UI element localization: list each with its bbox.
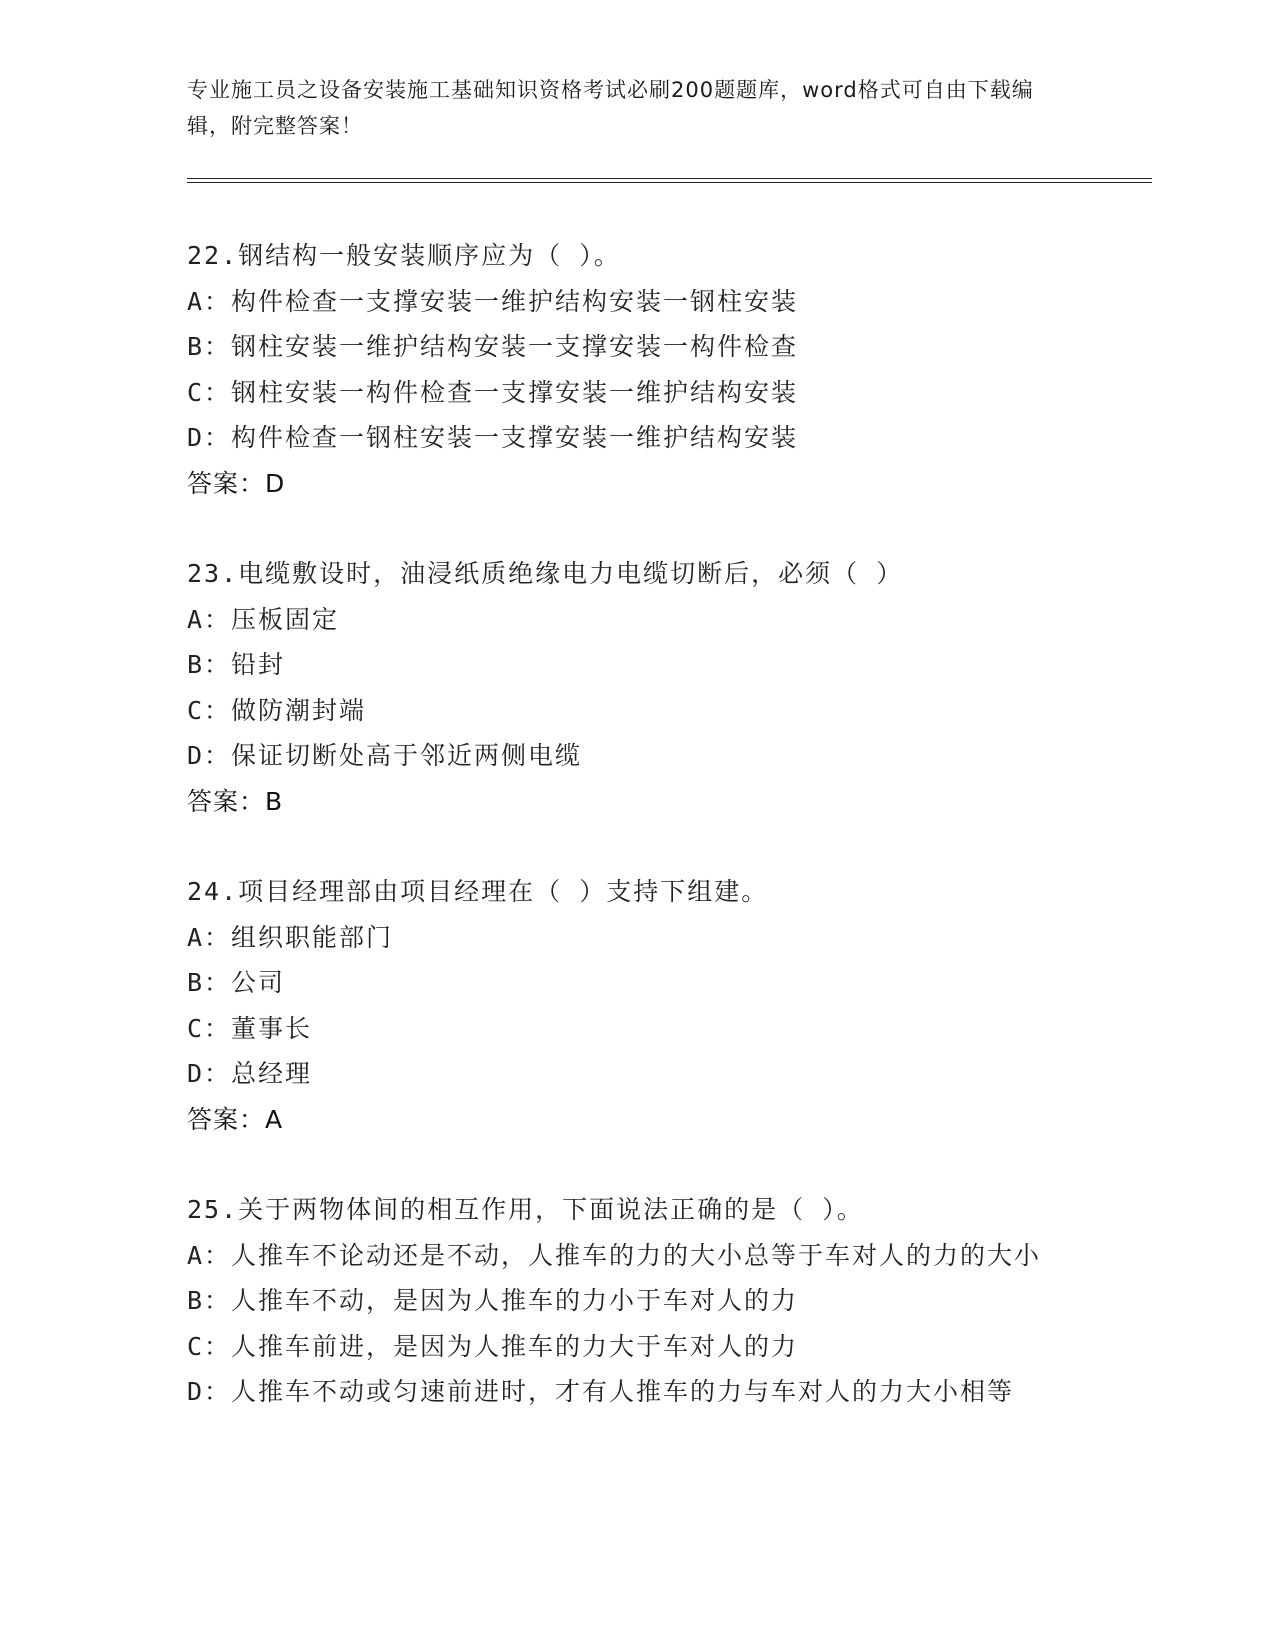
option-c: C：董事长 xyxy=(187,1013,313,1043)
option-b: B：公司 xyxy=(187,968,286,997)
option-a: A：压板固定 xyxy=(187,604,340,634)
option-d: D：总经理 xyxy=(187,1059,313,1088)
option-d: D：保证切断处高于邻近两侧电缆 xyxy=(187,741,583,770)
question-stem: 24.项目经理部由项目经理在（ ）支持下组建。 xyxy=(187,877,769,906)
option-b: B：人推车不动，是因为人推车的力小于车对人的力 xyxy=(187,1286,799,1315)
answer-line: 答案：B xyxy=(187,786,284,816)
option-a: A：构件检查一支撑安装一维护结构安装一钢柱安装 xyxy=(187,286,799,316)
answer-line: 答案：D xyxy=(187,468,286,498)
question-22 xyxy=(187,233,1087,506)
question-stem: 25.关于两物体间的相互作用，下面说法正确的是（ ）。 xyxy=(187,1195,864,1224)
header-divider-bottom xyxy=(187,182,1152,183)
question-25 xyxy=(187,1187,1087,1415)
option-a: A：人推车不论动还是不动，人推车的力的大小总等于车对人的力的大小 xyxy=(187,1240,1042,1270)
question-23 xyxy=(187,551,1087,824)
header-divider-top xyxy=(187,178,1152,179)
option-d: D：人推车不动或匀速前进时，才有人推车的力与车对人的力大小相等 xyxy=(187,1377,1015,1406)
option-c: C：做防潮封端 xyxy=(187,695,367,725)
answer-line: 答案：A xyxy=(187,1104,284,1134)
option-b: B：钢柱安装一维护结构安装一支撑安装一构件检查 xyxy=(187,332,799,361)
question-stem: 22.钢结构一般安装顺序应为（ ）。 xyxy=(187,241,621,270)
document-header: 专业施工员之设备安装施工基础知识资格考试必刷200题题库，word格式可自由下载编辑，附完整答案！ xyxy=(187,78,1034,138)
option-c: C：人推车前进，是因为人推车的力大于车对人的力 xyxy=(187,1331,799,1361)
option-c: C：钢柱安装一构件检查一支撑安装一维护结构安装 xyxy=(187,377,799,407)
option-d: D：构件检查一钢柱安装一支撑安装一维护结构安装 xyxy=(187,423,799,452)
question-list xyxy=(187,233,1087,1460)
question-24 xyxy=(187,869,1087,1142)
option-b: B：铅封 xyxy=(187,650,286,679)
option-a: A：组织职能部门 xyxy=(187,922,394,952)
question-stem: 23.电缆敷设时，油浸纸质绝缘电力电缆切断后，必须（ ） xyxy=(187,559,904,588)
